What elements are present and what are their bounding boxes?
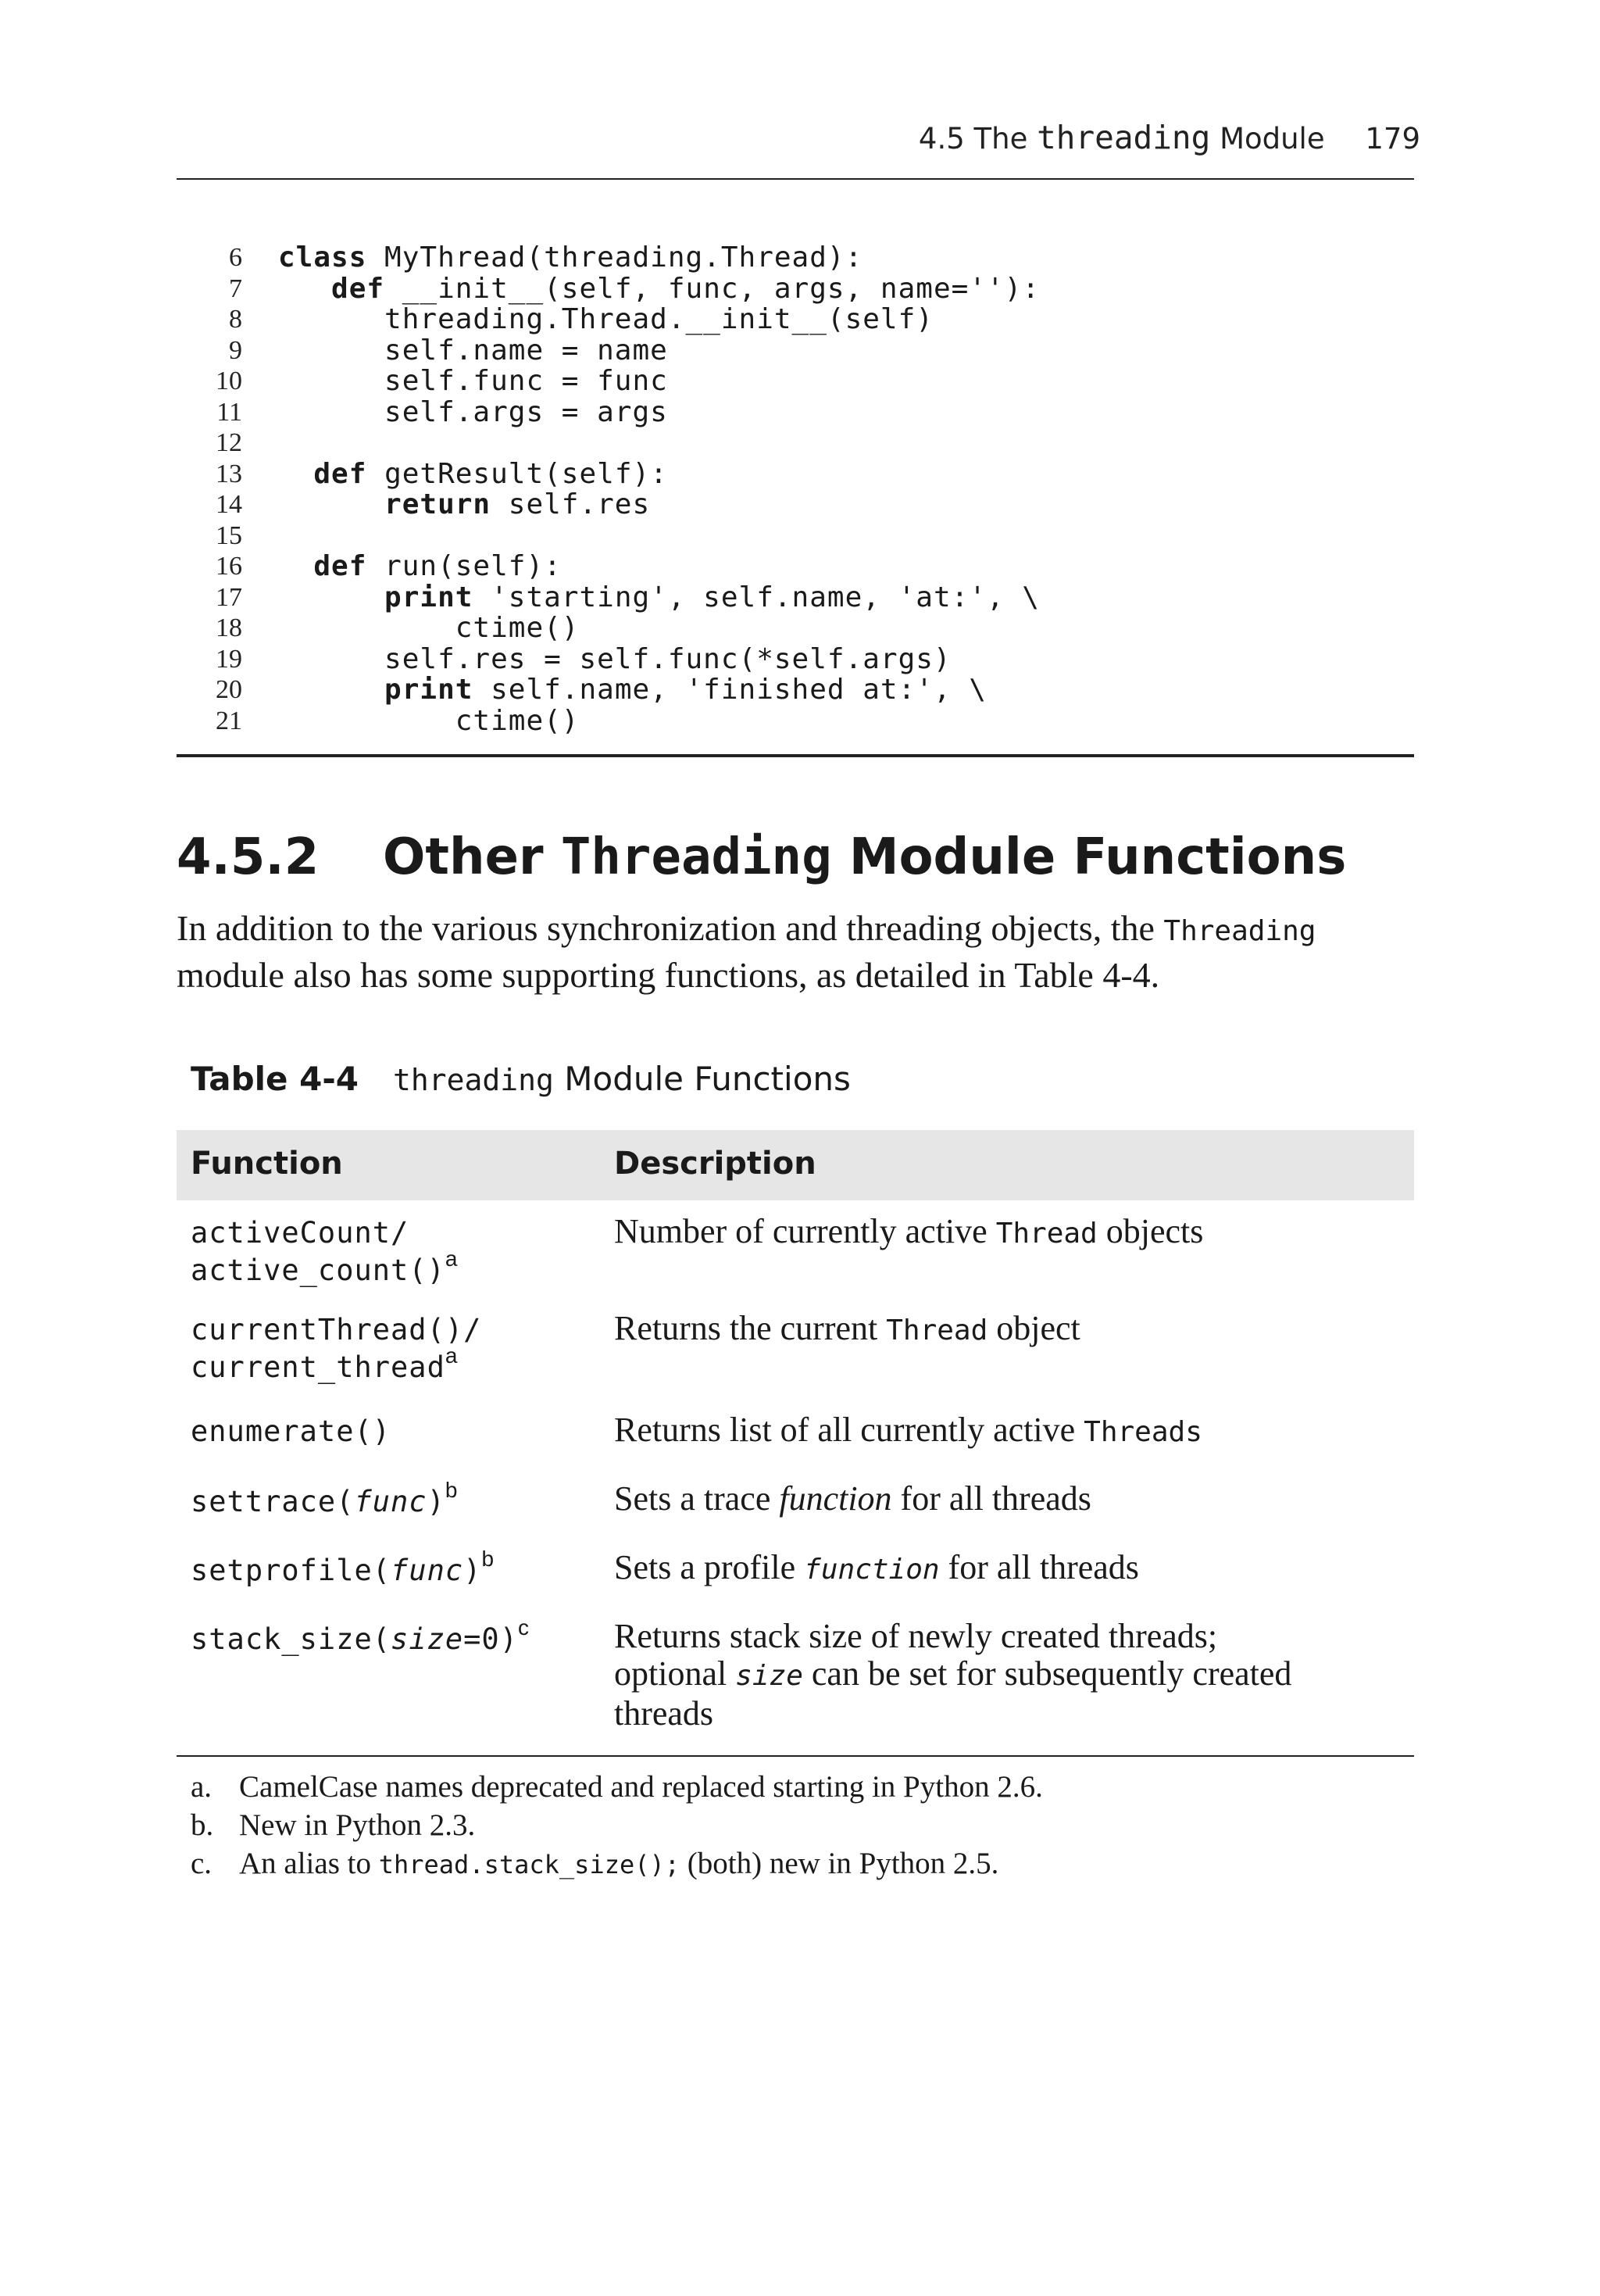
description-text: Sets a profile <box>614 1548 796 1586</box>
code-indent <box>278 643 384 675</box>
code-indent <box>278 674 384 706</box>
function-name-line1: currentThread()/ <box>191 1313 482 1346</box>
code-line <box>177 706 1414 737</box>
line-number: 20 <box>216 675 242 704</box>
code-rest: run(self): <box>366 550 562 582</box>
code-indent <box>278 705 455 737</box>
description-cell <box>614 1310 1403 1350</box>
footnote-mono: thread.stack_size(); <box>378 1850 680 1879</box>
description-mono: Thread <box>995 1218 1098 1250</box>
description-mono: Thread <box>886 1314 988 1346</box>
code-indent <box>278 550 313 582</box>
line-number: 8 <box>229 305 242 334</box>
description-line1: Returns stack size of newly created threads; <box>614 1617 1218 1655</box>
line-number: 13 <box>216 459 242 488</box>
footnote-ref: c <box>517 1615 530 1640</box>
footnote-text-post: (both) new in Python 2.5. <box>687 1847 999 1880</box>
function-name-line2: current_thread <box>191 1350 445 1384</box>
code-indent <box>278 273 331 305</box>
code-rest: self.res = self.func(*self.args) <box>384 642 952 675</box>
code-text <box>278 274 1040 305</box>
footnote-mark: c. <box>191 1847 212 1880</box>
function-name: enumerate() <box>191 1414 391 1448</box>
code-line <box>177 427 1414 459</box>
header-title-post: Module <box>1220 122 1325 156</box>
code-keyword: print <box>384 581 473 613</box>
footnote-ref: b <box>445 1478 459 1502</box>
line-number: 18 <box>216 613 242 642</box>
section-title-post: Module Functions <box>848 828 1347 886</box>
code-indent <box>278 365 384 397</box>
function-name: stack_size( <box>191 1622 391 1656</box>
description-line2 <box>614 1655 1403 1695</box>
function-arg: size <box>391 1622 464 1656</box>
description-line3: threads <box>614 1694 714 1733</box>
function-name-close: =0) <box>463 1622 518 1656</box>
function-name: settrace( <box>191 1485 355 1518</box>
code-text <box>278 613 579 644</box>
footnote-text: New in Python 2.3. <box>239 1808 476 1842</box>
table-header-row <box>177 1130 1414 1200</box>
code-line <box>177 242 1414 274</box>
code-text <box>278 674 987 706</box>
code-line <box>177 613 1414 644</box>
table-bottom-rule <box>177 1755 1414 1757</box>
section-heading <box>177 828 1346 886</box>
footnote-ref: b <box>481 1547 495 1571</box>
code-text <box>278 551 562 582</box>
code-line <box>177 274 1414 305</box>
line-number: 14 <box>216 490 242 519</box>
footnote-ref: a <box>445 1343 459 1368</box>
description-cell <box>614 1618 1403 1733</box>
intro-paragraph <box>177 907 1419 997</box>
description-text-after: can be set for subsequently created <box>811 1654 1292 1693</box>
code-rest: self.res <box>491 488 651 520</box>
table-row <box>177 1540 1414 1608</box>
intro-text-before: In addition to the various synchronization and threading objects, the <box>177 908 1155 948</box>
code-rest: ctime() <box>455 612 580 644</box>
function-cell <box>191 1214 597 1289</box>
code-indent <box>278 396 384 428</box>
code-text <box>278 304 934 335</box>
function-cell <box>191 1413 597 1450</box>
description-italic: function <box>779 1479 892 1518</box>
code-line <box>177 366 1414 397</box>
line-number: 21 <box>216 706 242 735</box>
description-text-after: objects <box>1105 1212 1204 1250</box>
code-rest: self.name, 'finished at:', \ <box>473 674 987 706</box>
header-section-number: 4.5 <box>918 122 965 156</box>
code-indent <box>278 581 384 613</box>
running-header <box>919 119 1420 156</box>
line-number: 9 <box>229 335 242 365</box>
description-text: Returns list of all currently active <box>614 1411 1076 1449</box>
intro-text-after: module also has some supporting functions, as detailed in Table 4-4. <box>177 955 1160 995</box>
code-line <box>177 551 1414 582</box>
header-title-mono: threading <box>1037 119 1211 156</box>
section-title-mono: Threading <box>560 828 832 886</box>
column-header-description: Description <box>614 1146 816 1182</box>
line-number: 11 <box>216 397 242 427</box>
code-keyword: print <box>384 674 473 706</box>
code-line <box>177 459 1414 490</box>
code-text <box>278 242 862 274</box>
table-caption-label: Table 4-4 <box>191 1060 359 1098</box>
header-title-pre: The <box>973 122 1028 156</box>
table-caption <box>191 1060 851 1098</box>
code-text <box>278 397 668 428</box>
description-mono: Threads <box>1084 1416 1202 1448</box>
description-text-after: object <box>996 1309 1080 1347</box>
line-number: 17 <box>216 582 242 612</box>
code-text <box>278 335 668 367</box>
footnote-mark: a. <box>191 1770 212 1804</box>
code-indent <box>278 458 313 490</box>
code-line <box>177 644 1414 675</box>
footnote <box>191 1768 1409 1806</box>
code-rest: 'starting', self.name, 'at:', \ <box>473 581 1040 613</box>
function-arg: func <box>391 1554 464 1587</box>
code-rest: self.name = name <box>384 334 668 367</box>
code-rest: self.func = func <box>384 365 668 397</box>
code-rest: threading.Thread.__init__(self) <box>384 303 934 335</box>
code-line <box>177 397 1414 428</box>
line-number: 19 <box>216 644 242 674</box>
section-number: 4.5.2 <box>177 828 320 886</box>
description-cell <box>614 1411 1403 1451</box>
code-rest: __init__(self, func, args, name=''): <box>384 272 1040 305</box>
table-row <box>177 1471 1414 1540</box>
code-line <box>177 520 1414 552</box>
line-number: 6 <box>229 243 242 272</box>
footnote-text <box>239 1844 998 1884</box>
code-keyword: def <box>313 457 367 490</box>
description-text: Sets a trace <box>614 1479 771 1518</box>
function-name-line2: active_count() <box>191 1254 445 1287</box>
function-name-close: ) <box>427 1485 445 1518</box>
function-name-close: ) <box>463 1554 482 1587</box>
table-caption-mono: threading <box>393 1063 554 1097</box>
function-cell <box>191 1478 597 1521</box>
code-text <box>278 706 579 737</box>
function-cell <box>191 1311 597 1386</box>
description-text-after: for all threads <box>948 1548 1139 1586</box>
functions-table <box>177 1130 1414 1743</box>
code-rest: self.args = args <box>384 395 668 428</box>
table-footnotes <box>191 1768 1409 1883</box>
function-name: setprofile( <box>191 1554 391 1587</box>
line-number: 10 <box>216 367 242 395</box>
table-row <box>177 1608 1414 1743</box>
footnote <box>191 1806 1409 1844</box>
description-mono: size <box>735 1660 803 1692</box>
code-indent <box>278 334 384 367</box>
code-keyword: class <box>278 241 367 274</box>
code-keyword: def <box>313 550 367 582</box>
code-keyword: return <box>384 488 491 520</box>
code-rest: MyThread(threading.Thread): <box>366 241 863 274</box>
function-cell <box>191 1547 597 1590</box>
code-text <box>278 459 668 490</box>
description-mono: function <box>804 1554 940 1586</box>
code-keyword: def <box>331 272 385 305</box>
line-number: 7 <box>229 274 242 303</box>
table-row <box>177 1402 1414 1471</box>
footnote-text: CamelCase names deprecated and replaced starting in Python 2.6. <box>239 1770 1043 1804</box>
footnote-text-pre: An alias to <box>239 1847 371 1880</box>
line-number: 16 <box>216 552 242 581</box>
description-cell <box>614 1549 1403 1589</box>
column-header-function: Function <box>191 1146 343 1182</box>
code-listing <box>177 242 1414 736</box>
line-number: 15 <box>216 520 242 550</box>
function-cell <box>191 1615 597 1658</box>
code-rest: getResult(self): <box>366 457 668 490</box>
table-caption-text: Module Functions <box>564 1060 851 1098</box>
footnote-ref: a <box>445 1246 459 1271</box>
code-indent <box>278 488 384 520</box>
code-text <box>278 489 650 520</box>
code-text <box>278 644 952 675</box>
code-indent <box>278 303 384 335</box>
description-text-after: for all threads <box>900 1479 1091 1518</box>
description-text: optional <box>614 1654 727 1693</box>
line-number: 12 <box>216 428 242 457</box>
code-line <box>177 582 1414 613</box>
function-arg: func <box>354 1485 427 1518</box>
code-text <box>278 366 668 397</box>
description-cell <box>614 1213 1403 1253</box>
table-row <box>177 1200 1414 1297</box>
description-text: Returns the current <box>614 1309 878 1347</box>
code-indent <box>278 612 455 644</box>
table-row <box>177 1297 1414 1402</box>
function-name-line1: activeCount/ <box>191 1216 409 1250</box>
description-cell <box>614 1480 1403 1518</box>
header-rule <box>177 178 1414 180</box>
footnote <box>191 1844 1409 1883</box>
code-rest: ctime() <box>455 704 580 737</box>
page-number: 179 <box>1365 122 1420 156</box>
code-text <box>278 582 1040 613</box>
footnote-mark: b. <box>191 1808 214 1842</box>
description-text: Number of currently active <box>614 1212 988 1250</box>
code-bottom-rule <box>177 754 1414 757</box>
intro-mono-term: Threading <box>1163 915 1316 947</box>
code-line <box>177 489 1414 520</box>
code-line <box>177 304 1414 335</box>
code-line <box>177 335 1414 367</box>
section-title-pre: Other <box>383 828 544 886</box>
code-line <box>177 674 1414 706</box>
